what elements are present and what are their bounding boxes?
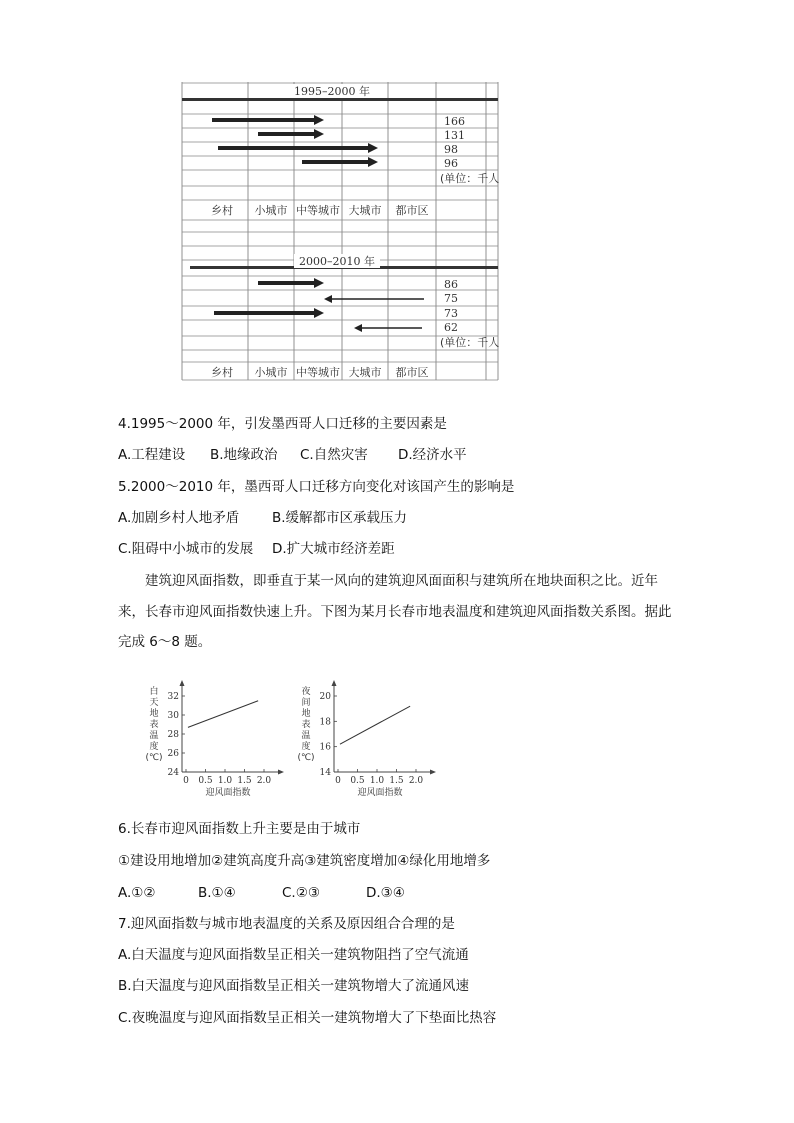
col-medium-city-2: 中等城市 — [296, 366, 340, 379]
p1-value-1: 166 — [444, 115, 465, 128]
arrow-2 — [258, 132, 316, 136]
night-y-arrow — [332, 680, 337, 686]
day-ylabel-0: 白 — [149, 687, 159, 697]
day-chart-svg — [146, 676, 286, 796]
arrow-7 — [214, 311, 316, 315]
p2-value-1: 86 — [444, 278, 458, 291]
day-ytick-label-1: 26 — [167, 749, 179, 759]
col-large-city-2: 大城市 — [348, 366, 382, 379]
q7-option-b: B.白天温度与迎风面指数呈正相关一建筑物增大了流通风速 — [118, 978, 470, 994]
day-ylabel-6: (℃) — [146, 753, 163, 763]
p2-value-2: 75 — [444, 292, 458, 305]
night-xtick-label-4: 2.0 — [408, 776, 424, 786]
col-medium-city: 中等城市 — [296, 204, 340, 217]
night-trend-line — [340, 706, 410, 744]
p1-value-3: 98 — [444, 143, 458, 156]
q6-option-a: A.①② — [118, 885, 156, 901]
day-ytick-label-2: 28 — [167, 730, 179, 740]
q6-option-c: C.②③ — [282, 885, 320, 901]
day-x-arrow — [278, 770, 284, 775]
night-ylabel-2: 地 — [301, 709, 311, 719]
arrow-1 — [212, 118, 316, 122]
arrow-3 — [218, 146, 370, 150]
col-metro: 都市区 — [395, 204, 429, 217]
day-xtick-label-2: 1.0 — [217, 776, 233, 786]
q6-stem: 6.长春市迎风面指数上升主要是由于城市 — [118, 821, 361, 837]
day-ylabel-2: 地 — [149, 709, 159, 719]
period1-title: 1995–2000 年 — [294, 85, 370, 98]
night-ytick-label-3: 20 — [319, 692, 331, 702]
day-ytick-label-3: 30 — [167, 711, 179, 721]
day-xtick-label-4: 2.0 — [256, 776, 272, 786]
p2-unit: (单位：千人) — [440, 336, 500, 349]
night-ytick-label-0: 14 — [319, 768, 331, 778]
migration-table-svg — [178, 80, 500, 382]
col-large-city: 大城市 — [348, 204, 382, 217]
night-chart-svg — [298, 676, 438, 796]
q4-stem: 4.1995～2000 年，引发墨西哥人口迁移的主要因素是 — [118, 416, 447, 432]
p2-value-4: 62 — [444, 321, 458, 334]
day-ytick-label-0: 24 — [167, 768, 179, 778]
arrow-4 — [302, 160, 370, 164]
night-ylabel-3: 表 — [301, 720, 311, 730]
col-rural-2: 乡村 — [211, 366, 233, 379]
q6-items: ①建设用地增加②建筑高度升高③建筑密度增加④绿化用地增多 — [118, 853, 491, 869]
night-ylabel-4: 温 — [301, 731, 311, 741]
night-ytick-label-1: 16 — [319, 742, 331, 753]
migration-figure — [178, 80, 500, 382]
p1-value-2: 131 — [444, 129, 465, 142]
q5-stem: 5.2000～2010 年，墨西哥人口迁移方向变化对该国产生的影响是 — [118, 479, 515, 495]
day-xtick-label-3: 1.5 — [237, 776, 252, 786]
q7-option-c: C.夜晚温度与迎风面指数呈正相关一建筑物增大了下垫面比热容 — [118, 1010, 497, 1026]
night-ylabel-6: (℃) — [298, 753, 315, 763]
q6-option-d: D.③④ — [366, 885, 405, 901]
day-ylabel-1: 天 — [149, 698, 159, 708]
q4-option-b: B.地缘政治 — [210, 447, 278, 463]
night-xlabel: 迎风面指数 — [357, 788, 403, 796]
q7-option-a: A.白天温度与迎风面指数呈正相关一建筑物阻挡了空气流通 — [118, 947, 469, 963]
period2-title: 2000–2010 年 — [299, 255, 375, 268]
col-small-city: 小城市 — [254, 204, 288, 217]
p1-unit: (单位：千人) — [440, 172, 500, 185]
col-small-city-2: 小城市 — [254, 366, 288, 379]
q4-option-c: C.自然灾害 — [300, 447, 368, 463]
night-xtick-label-0: 0 — [335, 776, 341, 786]
q5-option-a: A.加剧乡村人地矛盾 — [118, 510, 240, 526]
night-xtick-label-2: 1.0 — [369, 776, 385, 786]
col-metro-2: 都市区 — [395, 366, 429, 379]
q7-stem: 7.迎风面指数与城市地表温度的关系及原因组合合理的是 — [118, 916, 455, 932]
night-xtick-label-1: 0.5 — [350, 776, 365, 786]
arrow-5 — [258, 281, 316, 285]
day-xlabel: 迎风面指数 — [205, 788, 251, 796]
night-x-arrow — [430, 770, 436, 775]
night-xtick-label-3: 1.5 — [389, 776, 404, 786]
night-ylabel-5: 度 — [301, 742, 311, 752]
q5-option-b: B.缓解都市区承载压力 — [272, 510, 408, 526]
p1-value-4: 96 — [444, 157, 458, 170]
q4-option-a: A.工程建设 — [118, 447, 186, 463]
col-rural: 乡村 — [211, 204, 233, 217]
q5-option-c: C.阻碍中小城市的发展 — [118, 541, 254, 557]
night-ytick-label-2: 18 — [319, 717, 331, 728]
p2-value-3: 73 — [444, 307, 458, 320]
day-xtick-label-1: 0.5 — [198, 776, 213, 786]
day-ylabel-4: 温 — [149, 731, 159, 741]
day-ylabel-5: 度 — [149, 742, 159, 752]
q6-option-b: B.①④ — [198, 885, 236, 901]
intro-paragraph: 建筑迎风面指数，即垂直于某一风向的建筑迎风面面积与建筑所在地块面积之比。近年来，长春市迎风面指数快速上升。下图为某月长春市地表温度和建筑迎风面指数关系图。据此完成 6～8 题。 — [118, 573, 672, 650]
day-temp-chart — [146, 676, 286, 796]
day-trend-line — [188, 701, 258, 728]
night-ylabel-0: 夜 — [301, 687, 311, 697]
q5-option-d: D.扩大城市经济差距 — [272, 541, 395, 557]
night-temp-chart — [298, 676, 438, 796]
day-xtick-label-0: 0 — [183, 776, 189, 786]
day-y-arrow — [180, 680, 185, 686]
q4-option-d: D.经济水平 — [398, 447, 467, 463]
day-ytick-label-4: 32 — [167, 692, 179, 702]
day-ylabel-3: 表 — [149, 720, 159, 730]
night-ylabel-1: 间 — [301, 698, 311, 708]
